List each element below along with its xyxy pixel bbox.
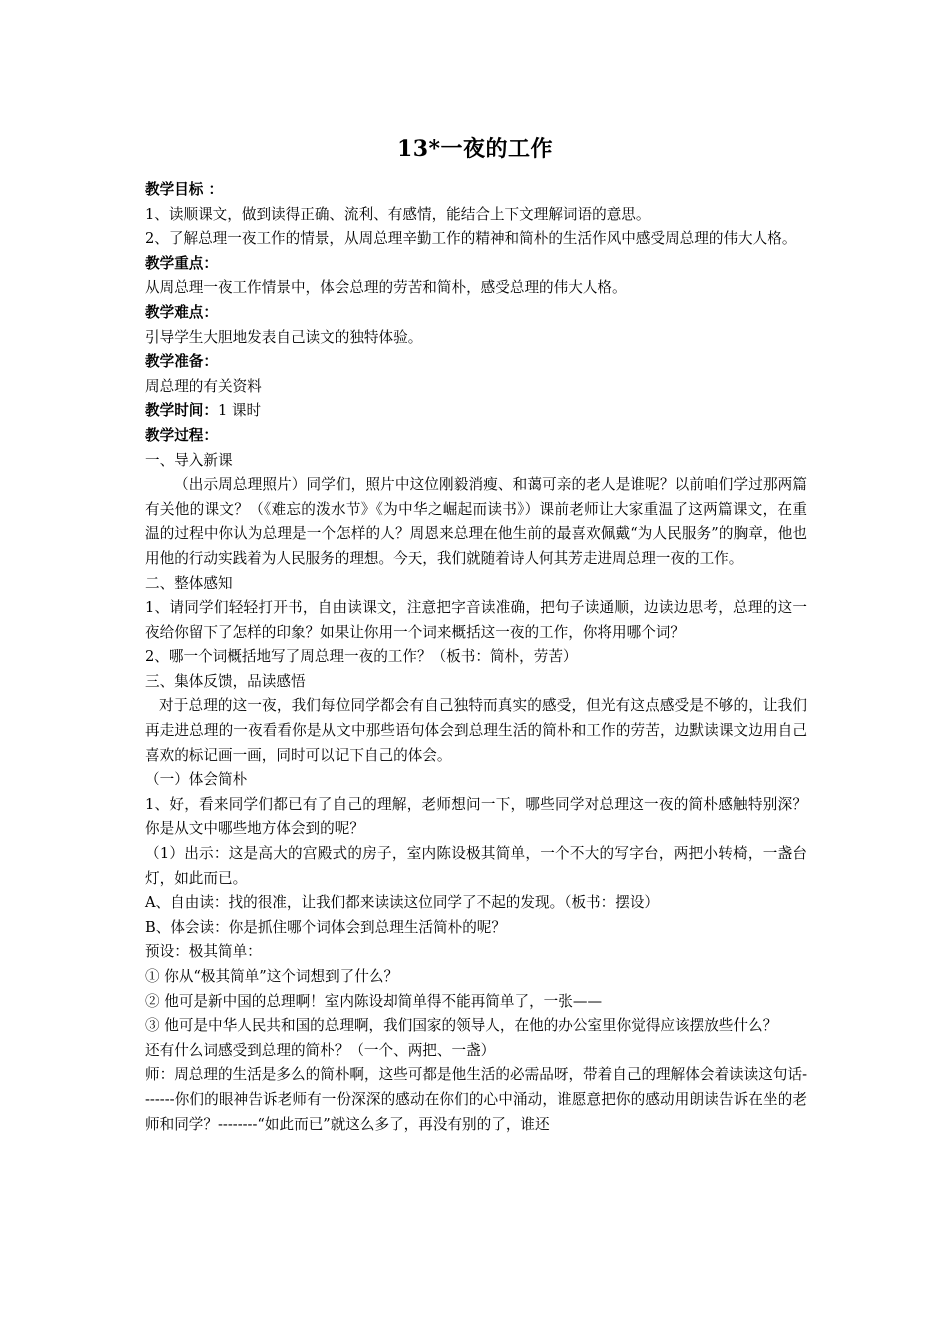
section-1-paragraph: （出示周总理照片）同学们，照片中这位刚毅消瘦、和蔼可亲的老人是谁呢？以前咱们学过那两篇有关他的课文？（《难忘的泼水节》《为中华之崛起而读书》）课前老师让大家重温了这两篇课文，在重温的过程中你认为总理是一个怎样的人？周恩来总理在他生前的最喜欢佩戴“为人民服务”的胸章，他也用他的行动实践着为人民服务的理想。今天，我们就随着诗人何其芳走进周总理一夜的工作。	[145, 476, 807, 567]
time-value: 1 课时	[217, 402, 262, 420]
question-3: ③ 他可是中华人民共和国的总理啊，我们国家的领导人，在他的办公室里你觉得应该摆放些什么？	[145, 1017, 778, 1035]
section-3-heading: 三、集体反馈，品读感悟	[145, 672, 306, 690]
goal-item-2: 2、了解总理一夜工作的情景，从周总理辛勤工作的精神和简朴的生活作风中感受周总理的伟大人格。	[145, 230, 797, 248]
section-1-heading: 一、导入新课	[145, 451, 233, 469]
preparation-text: 周总理的有关资料	[145, 377, 262, 395]
step-a: A、自由读：找的很准，让我们都来读读这位同学了不起的发现。（板书：摆设）	[145, 894, 660, 912]
page-title: 13*一夜的工作	[396, 136, 554, 162]
document-body	[145, 178, 807, 1137]
preparation-heading: 教学准备：	[145, 353, 218, 371]
section-3-paragraph: 对于总理的这一夜，我们每位同学都会有自己独特而真实的感受，但光有这点感受是不够的，让我们再走进总理的一夜看看你是从文中那些语句体会到总理生活的简朴和工作的劳苦，边默读课文边用自己喜欢的标记画一画，同时可以记下自己的体会。	[145, 697, 807, 764]
section-2-item-2: 2、哪一个词概括地写了周总理一夜的工作？（板书：简朴，劳苦）	[145, 648, 578, 666]
question-1: ① 你从“极其简单”这个词想到了什么？	[145, 968, 399, 985]
step-b: B、体会读：你是抓住哪个词体会到总理生活简朴的呢？	[145, 918, 506, 936]
key-point-heading: 教学重点：	[145, 254, 218, 272]
subsection-1-heading: （一）体会简朴	[145, 771, 248, 789]
time-line	[145, 399, 807, 424]
difficulty-heading: 教学难点：	[145, 303, 218, 321]
section-2-heading: 二、整体感知	[145, 574, 233, 592]
more-words-line: 还有什么词感受到总理的简朴？（一个、两把、一盏）	[145, 1041, 496, 1059]
subsection-1-item-1: 1、好，看来同学们都已有了自己的理解，老师想问一下，哪些同学对总理这一夜的简朴感触特别深？你是从文中哪些地方体会到的呢？	[145, 795, 807, 838]
question-2: ② 他可是新中国的总理啊！室内陈设却简单得不能再简单了，一张——	[145, 992, 603, 1010]
key-point-text: 从周总理一夜工作情景中，体会总理的劳苦和简朴，感受总理的伟大人格。	[145, 279, 627, 297]
process-heading: 教学过程：	[145, 426, 218, 444]
goal-item-1: 1、读顺课文，做到读得正确、流利、有感情，能结合上下文理解词语的意思。	[145, 205, 651, 223]
section-2-item-1: 1、请同学们轻轻打开书，自由读课文，注意把字音读准确，把句子读通顺，边读边思考，总理的这一夜给你留下了怎样的印象？如果让你用一个词来概括这一夜的工作，你将用哪个词？	[145, 599, 807, 641]
goal-heading: 教学目标 ：	[145, 181, 224, 198]
preset-line: 预设：极其简单：	[145, 943, 262, 961]
show-sentence-1: （1）出示：这是高大的宫殿式的房子，室内陈设极其简单，一个不大的写字台，两把小转椅，一盏台灯，如此而已。	[145, 845, 807, 887]
teacher-paragraph: 师：周总理的生活是多么的简朴啊，这些可都是他生活的必需品呀，带着自己的理解体会着读读这句话-------你们的眼神告诉老师有一份深深的感动在你们的心中涌动，谁愿意把你的感动用朗读告诉在坐的老师和同学？--------“如此而已”就这么多了，再没有别的了，谁还	[145, 1066, 807, 1133]
difficulty-text: 引导学生大胆地发表自己读文的独特体验。	[145, 328, 423, 346]
time-label: 教学时间：	[145, 402, 218, 420]
